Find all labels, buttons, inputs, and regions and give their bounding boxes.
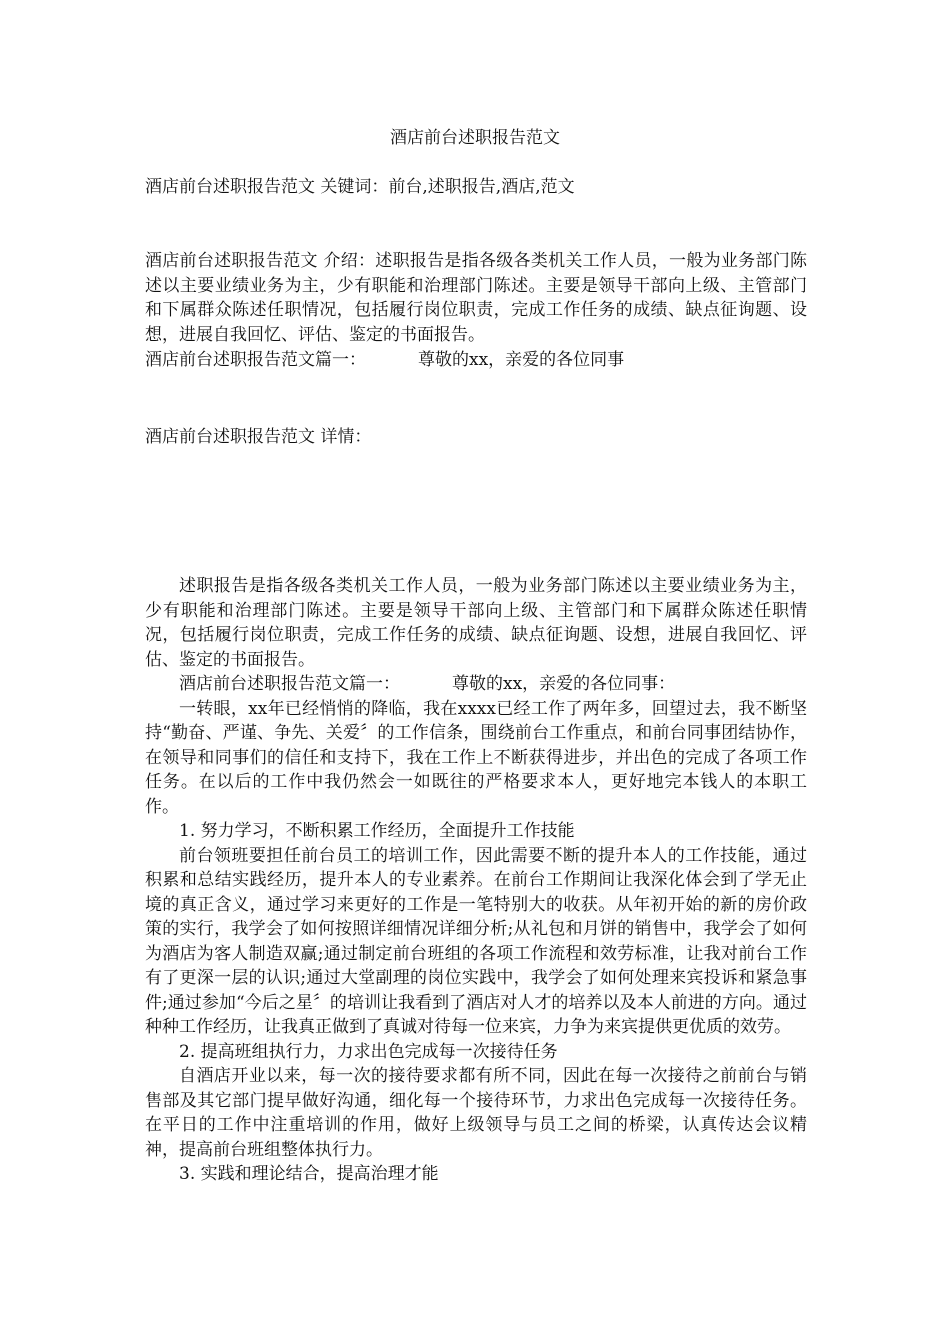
body-paragraph-3: 前台领班要担任前台员工的培训工作，因此需要不断的提升本人的工作技能，通过积累和总结实践经历，提升本人的专业素养。在前台工作期间让我深化体会到了学无止境的真正含义，通过学习来更好的工作是一笔特别大的收获。从年初开始的新的房价政策的实行，我学会了如何按照详细情况详细分析;从礼包和月饼的销售中，我学会了如何为酒店为客人制造双赢;通过制定前台班组的各项工作流程和效劳标准，让我对前台工作有了更深一层的认识;通过大堂副理的岗位实践中，我学会了如何处理来宾投诉和紧急事件;通过参加“今后之星〞的培训让我看到了酒店对人才的培养以及本人前进的方向。通过种种工作经历，让我真正做到了真诚对待每一位来宾，力争为来宾提供更优质的效劳。 xyxy=(145,845,807,1037)
intro-chapter-label: 酒店前台述职报告范文篇一： xyxy=(145,350,366,370)
document-title: 酒店前台述职报告范文 xyxy=(390,128,560,148)
section-heading-3: 3. 实践和理论结合，提高治理才能 xyxy=(179,1164,439,1184)
intro-chapter-text: 尊敬的xx，亲爱的各位同事 xyxy=(418,350,625,370)
body-chapter-text: 尊敬的xx，亲爱的各位同事： xyxy=(452,674,676,694)
body-paragraph-4: 自酒店开业以来，每一次的接待要求都有所不同，因此在每一次接待之前前台与销售部及其它部门提早做好沟通，细化每一个接待环节，力求出色完成每一次接待任务。在平日的工作中注重培训的作用，做好上级领导与员工之间的桥梁，认真传达会议精神，提高前台班组整体执行力。 xyxy=(145,1066,807,1160)
body-chapter-line xyxy=(145,672,807,697)
section-heading-1: 1. 努力学习，不断积累工作经历，全面提升工作技能 xyxy=(179,821,575,841)
intro-chapter-line xyxy=(145,348,810,372)
details-label: 酒店前台述职报告范文 详情： xyxy=(145,427,372,447)
body-paragraph-2: 一转眼，xx年已经悄悄的降临，我在xxxx已经工作了两年多，回望过去，我不断坚持“勤奋、严谨、争先、关爱〞的工作信条，围绕前台工作重点，和前台同事团结协作，在领导和同事们的信任和支持下，我在工作上不断获得进步，并出色的完成了各项工作任务。在以后的工作中我仍然会一如既往的严格要求本人，更好地完本钱人的本职工作。 xyxy=(145,698,807,817)
keywords-line: 酒店前台述职报告范文 关键词：前台,述职报告,酒店,范文 xyxy=(145,177,575,197)
body-paragraph-1: 述职报告是指各级各类机关工作人员，一般为业务部门陈述以主要业绩业务为主，少有职能和治理部门陈述。主要是领导干部向上级、主管部门和下属群众陈述任职情况，包括履行岗位职责，完成工作任务的成绩、缺点征询题、设想，进展自我回忆、评估、鉴定的书面报告。 xyxy=(145,576,807,670)
intro-paragraph: 酒店前台述职报告范文 介绍：述职报告是指各级各类机关工作人员，一般为业务部门陈述以主要业绩业务为主，少有职能和治理部门陈述。主要是领导干部向上级、主管部门和下属群众陈述任职情况，包括履行岗位职责，完成工作任务的成绩、缺点征询题、设想，进展自我回忆、评估、鉴定的书面报告。 xyxy=(145,251,807,345)
body-chapter-label: 酒店前台述职报告范文篇一： xyxy=(179,674,400,694)
body-block xyxy=(145,574,807,1187)
section-heading-2: 2. 提高班组执行力，力求出色完成每一次接待任务 xyxy=(179,1041,558,1062)
